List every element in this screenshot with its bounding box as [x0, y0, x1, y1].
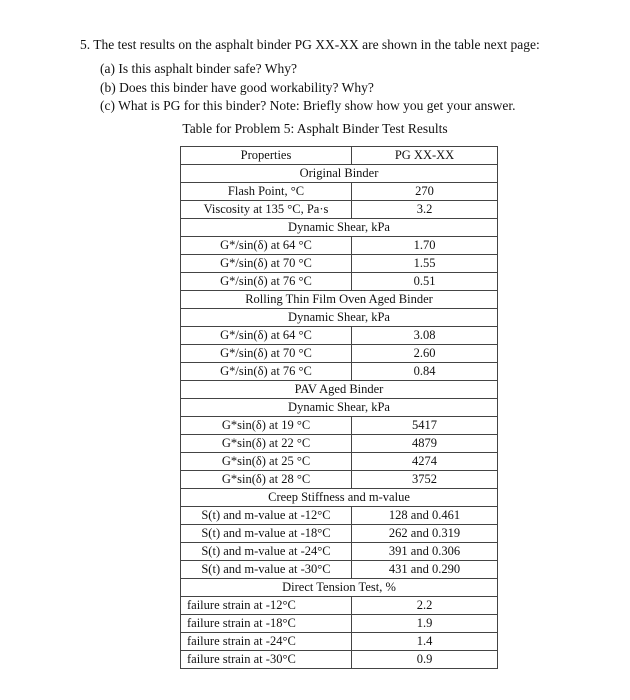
header-properties: Properties: [181, 147, 352, 165]
row-label: failure strain at -18°C: [181, 615, 352, 633]
row-value: 3.08: [352, 327, 498, 345]
row-label: Viscosity at 135 °C, Pa·s: [181, 201, 352, 219]
table-row: [181, 273, 498, 291]
section-dynamic-shear: Dynamic Shear, kPa: [181, 309, 498, 327]
row-value: 4879: [352, 435, 498, 453]
table-row: [181, 543, 498, 561]
table-row: [181, 255, 498, 273]
row-label: G*/sin(δ) at 76 °C: [181, 363, 352, 381]
table-row: [181, 417, 498, 435]
row-label: S(t) and m-value at -12°C: [181, 507, 352, 525]
row-label: G*sin(δ) at 25 °C: [181, 453, 352, 471]
row-value: 3.2: [352, 201, 498, 219]
row-label: failure strain at -24°C: [181, 633, 352, 651]
header-pg: PG XX-XX: [352, 147, 498, 165]
row-value: 1.70: [352, 237, 498, 255]
table-row: [181, 651, 498, 669]
part-b: (b) Does this binder have good workability? Why?: [100, 79, 374, 95]
table-row: [181, 363, 498, 381]
row-label: G*sin(δ) at 28 °C: [181, 471, 352, 489]
row-label: failure strain at -12°C: [181, 597, 352, 615]
row-value: 262 and 0.319: [352, 525, 498, 543]
table-row: [181, 327, 498, 345]
table-row: [181, 183, 498, 201]
table-row: [181, 345, 498, 363]
row-value: 0.51: [352, 273, 498, 291]
table-row: [181, 471, 498, 489]
section-creep: Creep Stiffness and m-value: [181, 489, 498, 507]
table-row: [181, 453, 498, 471]
row-label: G*/sin(δ) at 70 °C: [181, 345, 352, 363]
part-a: (a) Is this asphalt binder safe? Why?: [100, 61, 297, 76]
problem-statement: 5. The test results on the asphalt binder PG XX-XX are shown in the table next page:: [80, 37, 540, 52]
row-label: G*/sin(δ) at 64 °C: [181, 327, 352, 345]
row-value: 270: [352, 183, 498, 201]
section-pav: PAV Aged Binder: [181, 381, 498, 399]
table-row: [181, 237, 498, 255]
section-original: Original Binder: [181, 165, 498, 183]
row-value: 1.55: [352, 255, 498, 273]
table-row: [181, 507, 498, 525]
row-label: Flash Point, °C: [181, 183, 352, 201]
row-value: 2.2: [352, 597, 498, 615]
row-value: 2.60: [352, 345, 498, 363]
table-row: [181, 615, 498, 633]
table-row: [181, 201, 498, 219]
section-direct-tension: Direct Tension Test, %: [181, 579, 498, 597]
section-rtfo: Rolling Thin Film Oven Aged Binder: [181, 291, 498, 309]
row-value: 431 and 0.290: [352, 561, 498, 579]
row-label: G*sin(δ) at 19 °C: [181, 417, 352, 435]
row-value: 391 and 0.306: [352, 543, 498, 561]
table-row: [181, 525, 498, 543]
results-table: [180, 146, 498, 669]
row-value: 1.4: [352, 633, 498, 651]
table-row: [181, 633, 498, 651]
row-label: G*/sin(δ) at 64 °C: [181, 237, 352, 255]
problem-parts: [100, 60, 516, 116]
row-value: 1.9: [352, 615, 498, 633]
table-row: [181, 597, 498, 615]
section-dynamic-shear: Dynamic Shear, kPa: [181, 399, 498, 417]
row-value: 4274: [352, 453, 498, 471]
section-dynamic-shear: Dynamic Shear, kPa: [181, 219, 498, 237]
row-label: G*/sin(δ) at 70 °C: [181, 255, 352, 273]
table-row: [181, 435, 498, 453]
table-caption: Table for Problem 5: Asphalt Binder Test Results: [182, 121, 448, 136]
row-label: G*/sin(δ) at 76 °C: [181, 273, 352, 291]
row-label: S(t) and m-value at -24°C: [181, 543, 352, 561]
row-value: 0.84: [352, 363, 498, 381]
row-label: S(t) and m-value at -18°C: [181, 525, 352, 543]
row-value: 5417: [352, 417, 498, 435]
header-row: [181, 147, 498, 165]
row-label: S(t) and m-value at -30°C: [181, 561, 352, 579]
row-label: failure strain at -30°C: [181, 651, 352, 669]
row-value: 0.9: [352, 651, 498, 669]
row-label: G*sin(δ) at 22 °C: [181, 435, 352, 453]
row-value: 3752: [352, 471, 498, 489]
part-c: (c) What is PG for this binder? Note: Briefly show how you get your answer.: [100, 98, 516, 113]
row-value: 128 and 0.461: [352, 507, 498, 525]
table-row: [181, 561, 498, 579]
